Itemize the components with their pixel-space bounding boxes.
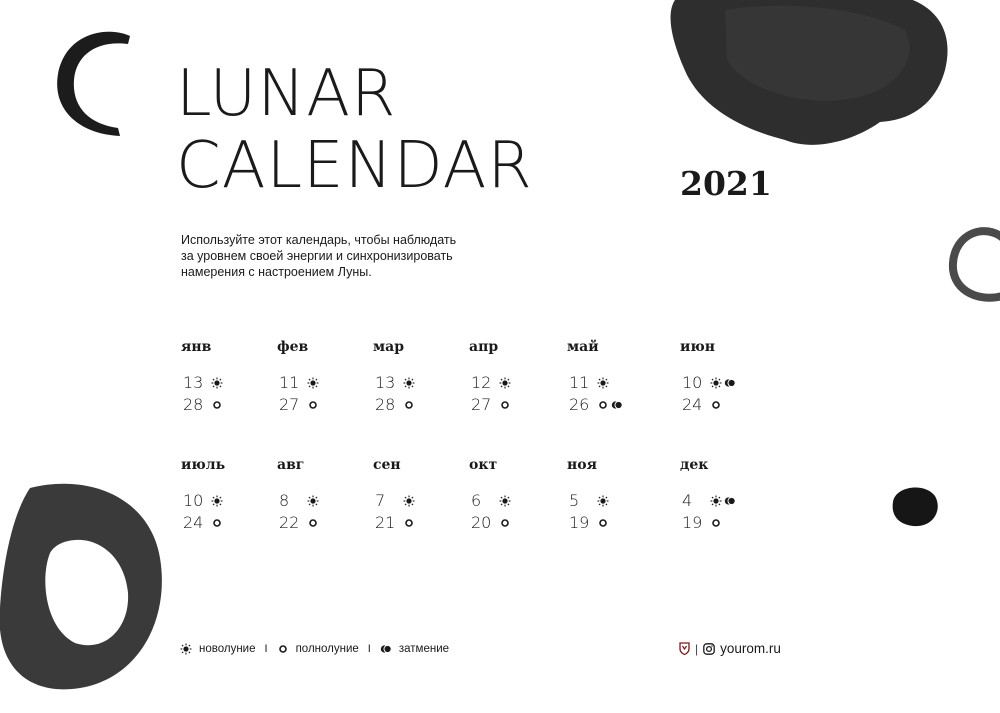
new-moon-date: 11 (279, 373, 300, 392)
new-moon-row (373, 491, 463, 513)
eclipse-icon (611, 399, 623, 411)
legend-full-moon-label: полнолуние (295, 643, 359, 655)
full-moon-date: 24 (183, 513, 204, 532)
full-moon-row (277, 395, 367, 417)
full-moon-date: 19 (569, 513, 590, 532)
new-moon-row (680, 373, 770, 395)
full-moon-date: 27 (471, 395, 492, 414)
month-block (373, 457, 463, 535)
ring-icon (710, 517, 722, 529)
full-moon-date: 19 (682, 513, 703, 532)
month-name: апр (469, 339, 499, 355)
ring-icon (211, 399, 223, 411)
intro-text (181, 232, 521, 280)
month-block (277, 339, 367, 417)
full-moon-row (373, 513, 463, 535)
full-moon-row (567, 395, 657, 417)
ring-icon (710, 399, 722, 411)
month-name: июль (181, 457, 226, 473)
full-moon-row (181, 513, 271, 535)
legend-eclipse-label: затмение (398, 643, 450, 655)
sun-burst-icon (710, 495, 722, 507)
ink-crescent-icon (48, 24, 138, 144)
full-moon-symbols (597, 517, 609, 529)
month-name: фев (277, 339, 309, 355)
full-moon-date: 21 (375, 513, 396, 532)
sun-burst-icon (403, 377, 415, 389)
new-moon-symbols (710, 377, 736, 389)
new-moon-date: 7 (375, 491, 386, 510)
legend-eclipse (380, 643, 449, 655)
sun-burst-icon (180, 643, 192, 655)
new-moon-symbols (403, 377, 415, 389)
new-moon-date: 11 (569, 373, 590, 392)
eclipse-icon (724, 495, 736, 507)
month-block (469, 339, 559, 417)
full-moon-symbols (710, 399, 722, 411)
new-moon-symbols (597, 495, 609, 507)
title-line-1: LUNAR (176, 57, 397, 131)
sun-burst-icon (499, 377, 511, 389)
new-moon-symbols (499, 495, 511, 507)
new-moon-row (469, 373, 559, 395)
full-moon-date: 27 (279, 395, 300, 414)
intro-line-2: за уровнем своей энергии и синхронизировать (181, 249, 453, 263)
new-moon-date: 8 (279, 491, 290, 510)
new-moon-date: 4 (682, 491, 693, 510)
full-moon-row (181, 395, 271, 417)
new-moon-row (277, 373, 367, 395)
month-name: май (567, 339, 599, 355)
new-moon-symbols (710, 495, 736, 507)
new-moon-date: 10 (682, 373, 703, 392)
legend-new-moon-label: новолуние (199, 643, 256, 655)
legend-separator: I (367, 643, 371, 655)
ring-icon (499, 399, 511, 411)
sun-burst-icon (211, 495, 223, 507)
full-moon-date: 26 (569, 395, 590, 414)
title-line-2: CALENDAR (176, 129, 533, 203)
full-moon-symbols (211, 399, 223, 411)
sun-burst-icon (499, 495, 511, 507)
full-moon-date: 24 (682, 395, 703, 414)
full-moon-date: 20 (471, 513, 492, 532)
month-block (181, 457, 271, 535)
ring-icon (277, 643, 289, 655)
new-moon-date: 10 (183, 491, 204, 510)
full-moon-row (469, 513, 559, 535)
ink-ring-icon (945, 218, 1000, 308)
ring-icon (597, 399, 609, 411)
legend-separator: I (264, 643, 268, 655)
new-moon-row (277, 491, 367, 513)
new-moon-row (680, 491, 770, 513)
month-name: янв (181, 339, 212, 355)
month-name: мар (373, 339, 405, 355)
year-label: 2021 (680, 164, 772, 203)
new-moon-symbols (403, 495, 415, 507)
ink-dot-icon (885, 480, 943, 530)
ring-icon (307, 399, 319, 411)
full-moon-symbols (499, 517, 511, 529)
month-name: авг (277, 457, 305, 473)
new-moon-symbols (499, 377, 511, 389)
sun-burst-icon (597, 377, 609, 389)
new-moon-row (567, 491, 657, 513)
full-moon-date: 28 (375, 395, 396, 414)
sun-burst-icon (307, 495, 319, 507)
legend-new-moon (180, 643, 256, 655)
full-moon-symbols (403, 399, 415, 411)
ring-icon (403, 517, 415, 529)
month-block (277, 457, 367, 535)
month-block (373, 339, 463, 417)
month-block (680, 339, 770, 417)
full-moon-symbols (403, 517, 415, 529)
brand-separator: | (695, 641, 699, 656)
intro-line-3: намерения с настроением Луны. (181, 265, 372, 279)
ring-icon (307, 517, 319, 529)
full-moon-symbols (307, 399, 319, 411)
month-name: сен (373, 457, 401, 473)
new-moon-symbols (211, 495, 223, 507)
month-block (567, 339, 657, 417)
full-moon-symbols (710, 517, 722, 529)
new-moon-symbols (211, 377, 223, 389)
month-name: июн (680, 339, 715, 355)
full-moon-row (469, 395, 559, 417)
new-moon-symbols (307, 377, 319, 389)
full-moon-symbols (211, 517, 223, 529)
eclipse-icon (380, 643, 392, 655)
brand-footer (679, 641, 781, 656)
sun-burst-icon (403, 495, 415, 507)
month-block (680, 457, 770, 535)
new-moon-symbols (597, 377, 609, 389)
legend-full-moon (277, 643, 359, 655)
new-moon-row (469, 491, 559, 513)
legend (180, 643, 449, 655)
ring-icon (211, 517, 223, 529)
full-moon-date: 22 (279, 513, 300, 532)
ink-moon-blob-icon (665, 0, 955, 160)
new-moon-date: 13 (183, 373, 204, 392)
intro-line-1: Используйте этот календарь, чтобы наблюдать (181, 233, 457, 247)
page-title (176, 58, 533, 202)
full-moon-symbols (499, 399, 511, 411)
sun-burst-icon (307, 377, 319, 389)
month-block (181, 339, 271, 417)
new-moon-row (567, 373, 657, 395)
new-moon-symbols (307, 495, 319, 507)
new-moon-date: 12 (471, 373, 492, 392)
full-moon-symbols (597, 399, 623, 411)
new-moon-row (181, 491, 271, 513)
full-moon-row (680, 513, 770, 535)
month-name: окт (469, 457, 498, 473)
site-link[interactable]: yourom.ru (720, 641, 781, 656)
month-name: дек (680, 457, 709, 473)
new-moon-date: 13 (375, 373, 396, 392)
full-moon-row (567, 513, 657, 535)
new-moon-date: 6 (471, 491, 482, 510)
new-moon-row (181, 373, 271, 395)
new-moon-row (373, 373, 463, 395)
sun-burst-icon (710, 377, 722, 389)
ring-icon (597, 517, 609, 529)
ink-circle-icon (0, 478, 175, 698)
ring-icon (403, 399, 415, 411)
month-block (567, 457, 657, 535)
full-moon-symbols (307, 517, 319, 529)
month-block (469, 457, 559, 535)
full-moon-row (277, 513, 367, 535)
full-moon-row (373, 395, 463, 417)
eclipse-icon (724, 377, 736, 389)
full-moon-date: 28 (183, 395, 204, 414)
instagram-icon[interactable] (703, 643, 715, 655)
sun-burst-icon (597, 495, 609, 507)
sun-burst-icon (211, 377, 223, 389)
full-moon-row (680, 395, 770, 417)
ring-icon (499, 517, 511, 529)
new-moon-date: 5 (569, 491, 580, 510)
shield-logo-icon (679, 642, 690, 655)
month-name: ноя (567, 457, 597, 473)
